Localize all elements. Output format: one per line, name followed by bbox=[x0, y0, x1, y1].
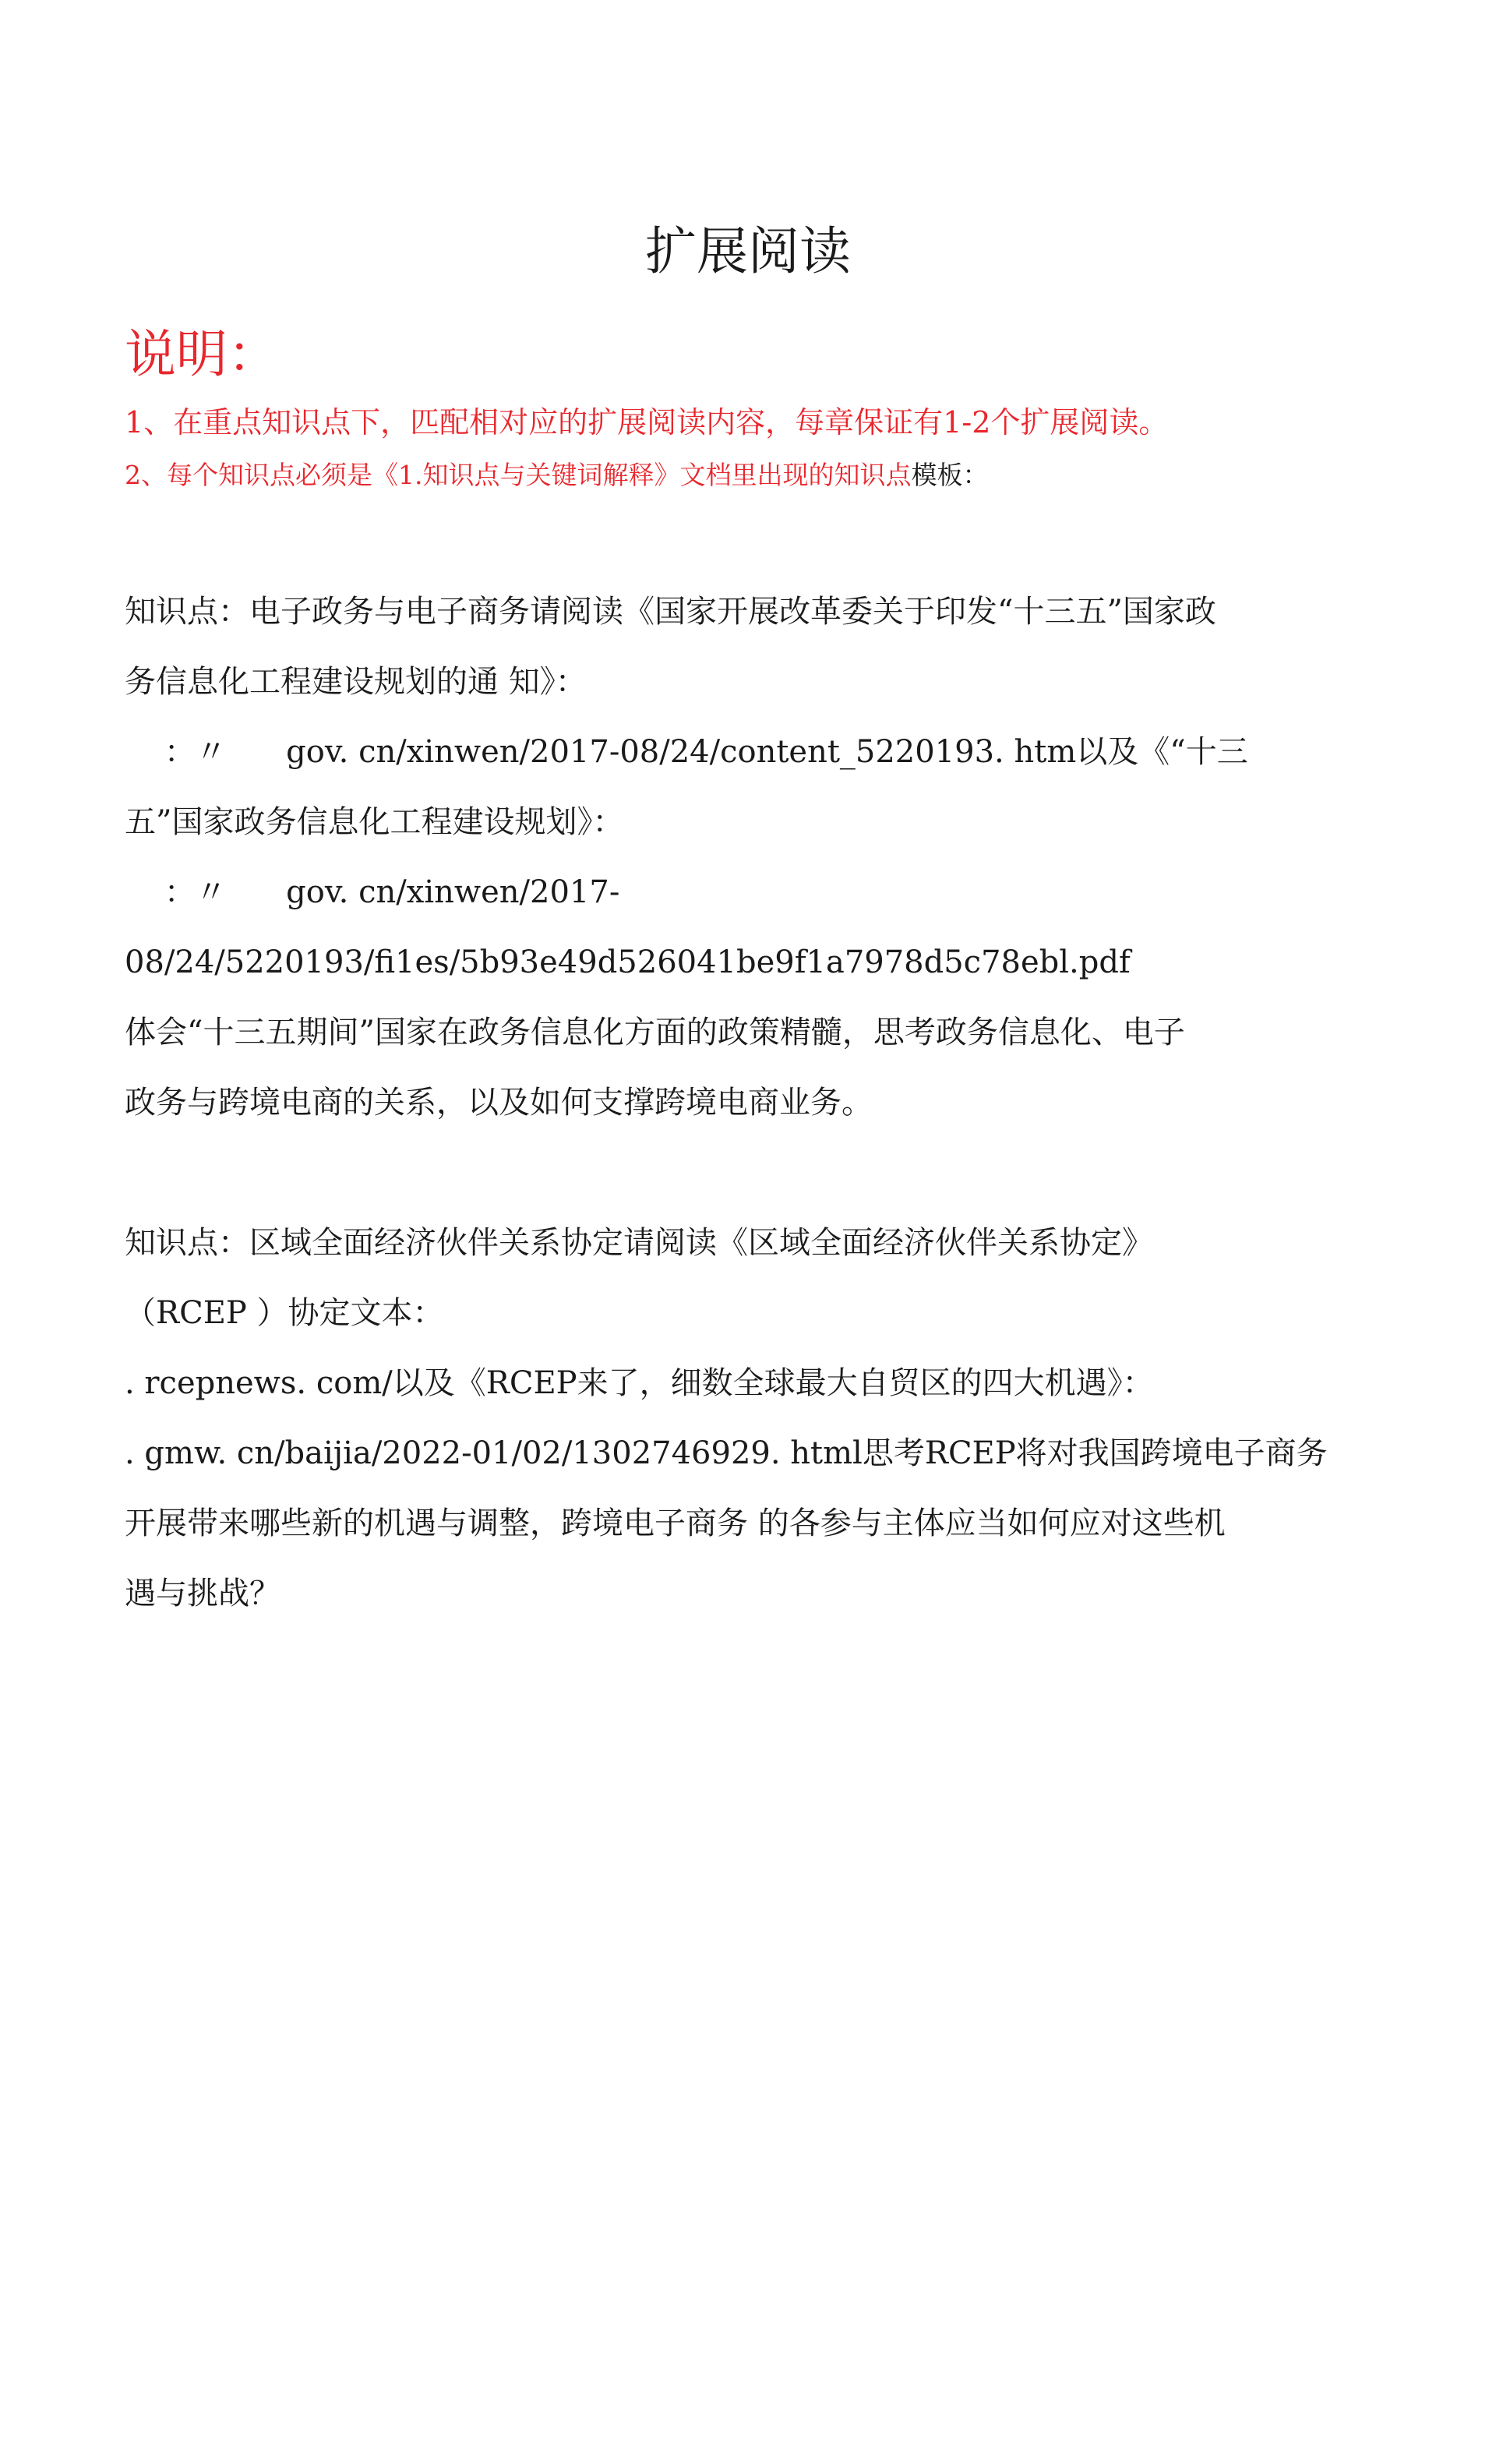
notes-heading: 说明： bbox=[125, 324, 279, 384]
paragraph-line: 知识点：区域全面经济伙伴关系协定请阅读《区域全面经济伙伴关系协定》 bbox=[125, 1225, 1153, 1261]
knowledge-point-rcep bbox=[125, 1208, 1371, 1629]
link-line: . gmw. cn/baijia/2022-01/02/1302746929. html思考RCEP将对我国跨境电子商务 bbox=[125, 1435, 1328, 1471]
paragraph-line: （RCEP ）协定文本： bbox=[125, 1295, 444, 1331]
knowledge-point-e-government bbox=[125, 577, 1371, 1138]
paragraph-line: 开展带来哪些新的机遇与调整，跨境电子商务 的各参与主体应当如何应对这些机 bbox=[125, 1506, 1226, 1541]
note-item-2-red-text: 2、每个知识点必须是《1.知识点与关键词解释》文档里出现的知识点 bbox=[125, 460, 912, 490]
link-line: ：〃 gov. cn/xinwen/2017- bbox=[125, 874, 620, 910]
note-item-2-tail-text: 模板： bbox=[911, 460, 989, 490]
page-title: 扩展阅读 bbox=[645, 221, 851, 281]
link-line: 08/24/5220193/fi1es/5b93e49d526041be9f1a7978d5c78ebl.pdf bbox=[125, 944, 1131, 980]
note-item-1: 1、在重点知识点下，匹配相对应的扩展阅读内容，每章保证有1-2个扩展阅读。 bbox=[125, 405, 1169, 439]
paragraph-line: 务信息化工程建设规划的通 知》： bbox=[125, 664, 587, 700]
paragraph-line: 体会“十三五期间”国家在政务信息化方面的政策精髓，思考政务信息化、电子 bbox=[125, 1015, 1185, 1050]
note-item-2 bbox=[125, 455, 1371, 496]
paragraph-line: 遇与挑战？ bbox=[125, 1576, 280, 1611]
paragraph-line: 五”国家政务信息化工程建设规划》： bbox=[125, 804, 624, 840]
link-line: . rcepnews. com/以及《RCEP来了，细数全球最大自贸区的四大机遇》： bbox=[125, 1365, 1154, 1401]
paragraph-line: 知识点：电子政务与电子商务请阅读《国家开展改革委关于印发“十三五”国家政 bbox=[125, 594, 1216, 630]
paragraph-line: 政务与跨境电商的关系，以及如何支撑跨境电商业务。 bbox=[125, 1085, 873, 1121]
link-line: ：〃 gov. cn/xinwen/2017-08/24/content_5220193. htm以及《“十三 bbox=[125, 734, 1248, 770]
